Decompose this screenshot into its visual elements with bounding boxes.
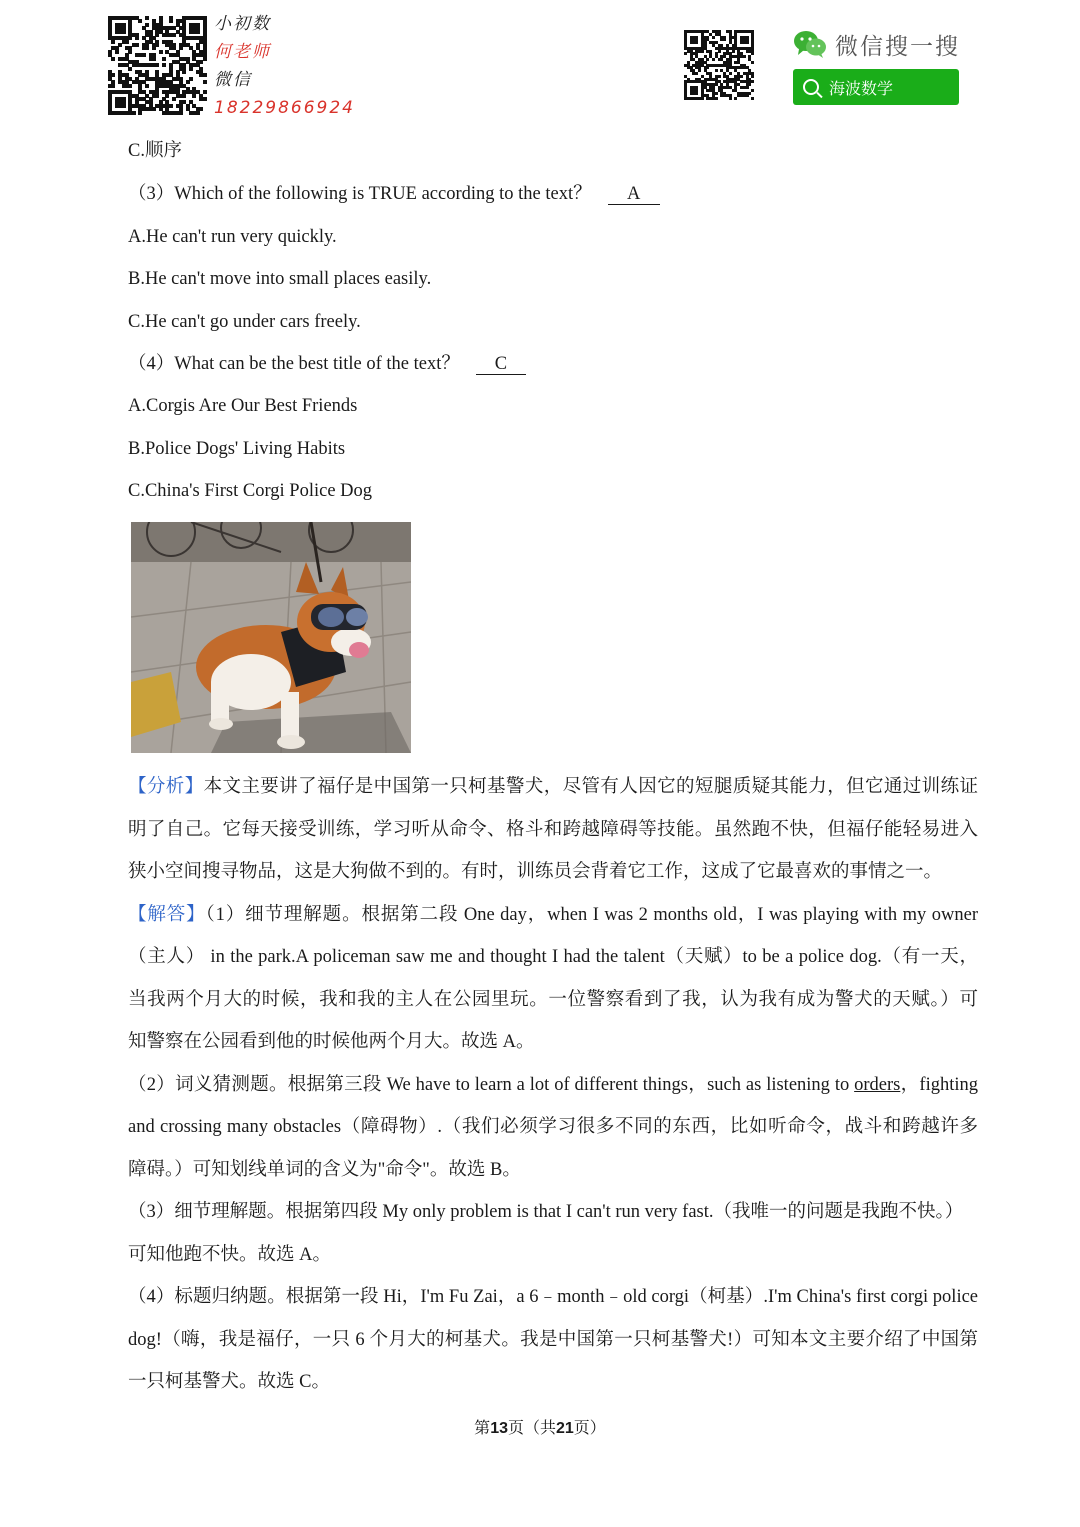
q3-prompt bbox=[128, 182, 660, 206]
qr-module bbox=[751, 61, 754, 64]
analysis-text-1: 本文主要讲了福仔是中国第一只柯基警犬，尽管有人因它的短腿质疑其能力，但它通过训练证 bbox=[203, 777, 978, 797]
wechat-brand-text: 微信搜一搜 bbox=[835, 33, 960, 60]
qr-module bbox=[111, 84, 115, 88]
qr-module bbox=[746, 86, 749, 89]
q2-option-c: C.顺序 bbox=[128, 141, 182, 161]
contact-line-1: 小初数 bbox=[214, 14, 271, 34]
qr-module bbox=[740, 75, 743, 78]
solution-line-1 bbox=[128, 903, 978, 927]
solution-p4-line-2: dog!（嗨，我是福仔，一只 6 个月大的柯基犬。我是中国第一只柯基警犬!）可知本文主要介绍了中国第 bbox=[128, 1330, 978, 1350]
qr-module bbox=[169, 19, 173, 23]
page-suffix: 页） bbox=[573, 1420, 606, 1437]
q3-prompt-text: （3）Which of the following is TRUE according to the text？ bbox=[128, 184, 592, 204]
qr-module bbox=[138, 111, 142, 115]
qr-module bbox=[196, 111, 200, 115]
qr-module bbox=[132, 111, 136, 115]
qr-module bbox=[182, 70, 186, 74]
page-middle: 页（共 bbox=[507, 1420, 556, 1437]
qr-module bbox=[172, 33, 176, 37]
qr-module bbox=[712, 58, 715, 61]
qr-module bbox=[684, 52, 687, 55]
qr-module bbox=[748, 83, 751, 86]
solution-p2-text-after: ，fighting bbox=[900, 1075, 978, 1095]
qr-module bbox=[145, 16, 149, 20]
qr-module bbox=[189, 67, 193, 71]
qr-module bbox=[698, 69, 701, 72]
qr-module bbox=[751, 52, 754, 55]
solution-p2-line-2: and crossing many obstacles（障碍物）.（我们必须学习很多不同的东西，比如听命令，战斗和跨越许多 bbox=[128, 1117, 978, 1137]
qr-module bbox=[152, 46, 156, 50]
qr-module bbox=[142, 53, 146, 57]
contact-phone: 18229866924 bbox=[214, 98, 355, 118]
search-label: 海波数学 bbox=[829, 78, 894, 98]
analysis-line-1 bbox=[128, 775, 978, 799]
wechat-search-brand bbox=[793, 26, 960, 62]
q4-prompt bbox=[128, 352, 526, 376]
qr-module bbox=[748, 92, 751, 95]
qr-module bbox=[128, 67, 132, 71]
corgi-police-dog-photo bbox=[131, 522, 411, 753]
qr-code-contact bbox=[108, 16, 206, 114]
qr-module bbox=[723, 38, 726, 41]
qr-module bbox=[729, 97, 732, 100]
qr-module bbox=[159, 50, 163, 54]
total-pages: 21 bbox=[556, 1420, 574, 1437]
qr-module bbox=[162, 57, 166, 61]
qr-module bbox=[718, 75, 721, 78]
qr-module bbox=[138, 19, 142, 23]
qr-module bbox=[751, 89, 754, 92]
qr-module bbox=[695, 41, 698, 44]
qr-module bbox=[695, 92, 698, 95]
qr-module bbox=[196, 30, 200, 34]
contact-line-3: 微信 bbox=[214, 70, 252, 90]
qr-module bbox=[179, 111, 183, 115]
qr-module bbox=[122, 30, 126, 34]
qr-module bbox=[135, 43, 139, 47]
qr-module bbox=[203, 97, 207, 101]
solution-p3-line-2: 可知他跑不快。故选 A。 bbox=[128, 1245, 331, 1265]
solution-p1-line-4: 知警察在公园看到他的时候他两个月大。故选 A。 bbox=[128, 1032, 535, 1052]
solution-p2-line-1 bbox=[128, 1073, 978, 1097]
qr-module bbox=[145, 84, 149, 88]
q4-answer: C bbox=[476, 354, 526, 375]
q3-option-c: C.He can't go under cars freely. bbox=[128, 312, 361, 332]
contact-info bbox=[214, 10, 355, 122]
q4-option-c: C.China's First Corgi Police Dog bbox=[128, 481, 373, 501]
qr-module bbox=[162, 63, 166, 67]
qr-module bbox=[128, 84, 132, 88]
qr-module bbox=[125, 40, 129, 44]
q4-prompt-text: （4）What can be the best title of the text？ bbox=[128, 354, 460, 374]
qr-module bbox=[122, 104, 126, 108]
solution-p1-text-1: （1）细节理解题。根据第二段 One day，when I was 2 months old，I was playing with my owner bbox=[205, 905, 978, 925]
qr-module bbox=[111, 40, 115, 44]
page-number bbox=[0, 1415, 1080, 1438]
solution-p4-line-1: （4）标题归纳题。根据第一段 Hi，I'm Fu Zai，a 6﹣month﹣old corgi（柯基）.I'm China's first corgi police bbox=[128, 1287, 978, 1307]
qr-module bbox=[155, 63, 159, 67]
q4-option-a: A.Corgis Are Our Best Friends bbox=[128, 396, 358, 416]
qr-module bbox=[135, 36, 139, 40]
qr-module bbox=[152, 107, 156, 111]
qr-module bbox=[203, 80, 207, 84]
q3-option-a: A.He can't run very quickly. bbox=[128, 227, 337, 247]
qr-module bbox=[192, 94, 196, 98]
qr-module bbox=[203, 73, 207, 77]
qr-module bbox=[751, 80, 754, 83]
qr-module bbox=[751, 97, 754, 100]
qr-module bbox=[712, 36, 715, 39]
qr-module bbox=[152, 57, 156, 61]
search-icon bbox=[803, 79, 819, 95]
qr-module bbox=[115, 50, 119, 54]
qr-module bbox=[729, 72, 732, 75]
qr-module bbox=[734, 97, 737, 100]
qr-module bbox=[155, 94, 159, 98]
search-button[interactable] bbox=[793, 69, 959, 105]
qr-module bbox=[715, 92, 718, 95]
q3-answer: A bbox=[608, 184, 660, 205]
qr-module bbox=[182, 94, 186, 98]
analysis-tag: 【分析】 bbox=[128, 777, 204, 797]
solution-p2-line-3: 障碍。）可知划线单词的含义为"命令"。故选 B。 bbox=[128, 1160, 521, 1180]
page-prefix: 第 bbox=[474, 1420, 491, 1437]
qr-code-wechat bbox=[684, 30, 754, 100]
solution-p3-line-1: （3）细节理解题。根据第四段 My only problem is that I can't run very fast.（我唯一的问题是我跑不快。） bbox=[128, 1202, 964, 1222]
qr-module bbox=[746, 41, 749, 44]
qr-module bbox=[695, 72, 698, 75]
qr-module bbox=[706, 66, 709, 69]
qr-module bbox=[718, 50, 721, 53]
current-page: 13 bbox=[490, 1420, 508, 1437]
solution-p1-line-3: 当我两个月大的时候，我和我的主人在公园里玩。一位警察看到了我，认为我有成为警犬的天赋。）可 bbox=[128, 990, 978, 1010]
wechat-logo-icon bbox=[793, 29, 827, 59]
analysis-line-2: 明了自己。它每天接受训练，学习听从命令、格斗和跨越障碍等技能。虽然跑不快，但福仔能轻易进入 bbox=[128, 820, 978, 840]
qr-module bbox=[715, 69, 718, 72]
solution-p1-line-2: （主人） in the park.A policeman saw me and thought I had the talent（天赋）to be a police dog.（有一天， bbox=[128, 947, 978, 967]
qr-module bbox=[746, 94, 749, 97]
solution-p2-text-before: （2）词义猜测题。根据第三段 We have to learn a lot of different things，such as listening to bbox=[128, 1075, 855, 1095]
qr-module bbox=[145, 46, 149, 50]
analysis-line-3: 狭小空间搜寻物品，这是大狗做不到的。有时，训练员会背着它工作，这成了它最喜欢的事情之一。 bbox=[128, 862, 943, 882]
qr-module bbox=[701, 50, 704, 53]
qr-module bbox=[732, 50, 735, 53]
qr-module bbox=[172, 97, 176, 101]
q4-option-b: B.Police Dogs' Living Habits bbox=[128, 439, 346, 459]
solution-p4-line-3: 一只柯基警犬。故选 C。 bbox=[128, 1372, 330, 1392]
solution-tag: 【解答】 bbox=[128, 905, 206, 925]
underlined-word: orders bbox=[854, 1075, 901, 1095]
q3-option-b: B.He can't move into small places easily. bbox=[128, 269, 432, 289]
qr-module bbox=[111, 57, 115, 61]
qr-module bbox=[751, 75, 754, 78]
contact-line-2: 何老师 bbox=[214, 42, 271, 62]
qr-module bbox=[706, 58, 709, 61]
qr-module bbox=[701, 97, 704, 100]
qr-module bbox=[743, 55, 746, 58]
qr-module bbox=[715, 97, 718, 100]
